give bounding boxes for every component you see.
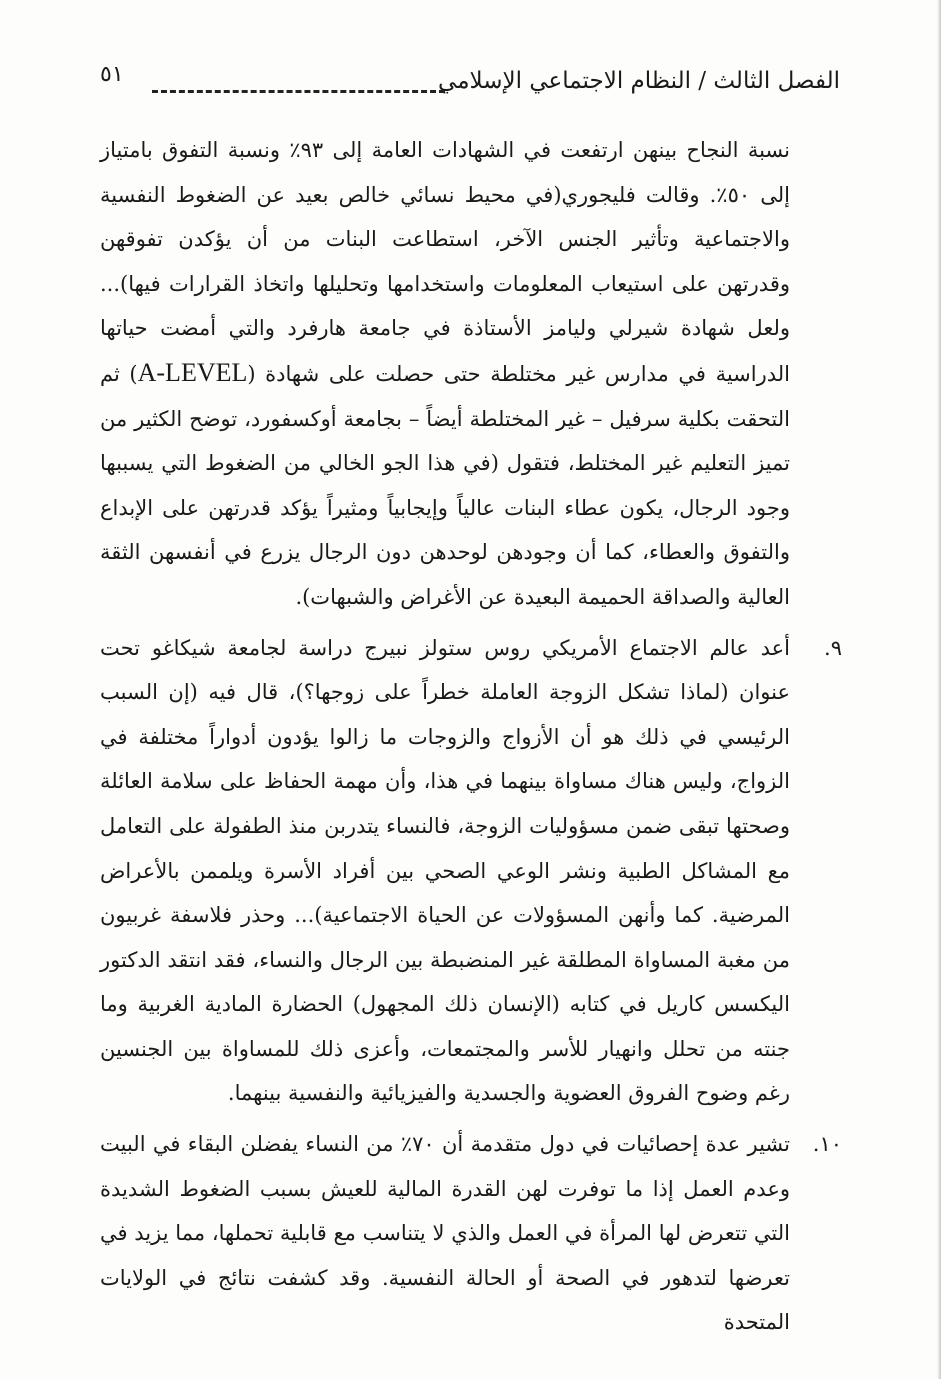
paragraph-text-part-2: ) ثم التحقت بكلية سرفيل – غير المختلطة أيضاً – بجامعة أوكسفورد، توضح الكثير من تميز التعليم غير المختلط، فتقول (في هذا الجو الخالي من الضغوط التي يسببها وجود الرجال، يكون عطاء البنات عالياً وإيجابياً ومثيراً يؤكد قدرتهن على الإبداع والتفوق والعطاء، كما أن وجودهن لوحدهن دون الرجال يزرع في أنفسهن الثقة العالية والصداقة الحميمة البعيدة عن الأغراض والشبهات). (100, 361, 790, 609)
running-title: الفصل الثالث / النظام الاجتماعي الإسلامي (438, 68, 840, 94)
note-9-number: ٩. (824, 635, 842, 660)
paragraph-text-part-1: نسبة النجاح بينهن ارتفعت في الشهادات العامة إلى ٩٣٪ ونسبة التفوق بامتياز إلى ٥٠٪. وقالت فليجوري(في محيط نسائي خالص بعيد عن الضغوط النفسية والاجتماعية وتأثير الجنس الآخر، استطاعت البنات من أن يؤكدن تفوقهن وقدرتهن على استيعاب المعلومات واستخدامها وتحليلها واتخاذ القرارات فيها)... ولعل شهادة شيرلي وليامز الأستاذة في جامعة هارفرد والتي أمضت حياتها الدراسية في مدارس غير مختلطة حتى حصلت على شهادة ( (100, 138, 790, 386)
scan-edge-shadow (937, 0, 941, 1379)
page-header (100, 62, 840, 106)
note-10-text: تشير عدة إحصائيات في دول متقدمة أن ٧٠٪ من النساء يفضلن البقاء في البيت وعدم العمل إذا ما توفرت لهن القدرة المالية للعيش بسبب الضغوط الشديدة التي تتعرض لها المرأة في العمل والذي لا يتناسب مع قابلية تحملها، مما يزيد في تعرضها لتدهور في الصحة أو الحالة النفسية. وقد كشفت نتائج في الولايات المتحدة (100, 1132, 790, 1335)
page-number: ٥١ (100, 62, 124, 87)
note-10-number: ١٠. (812, 1132, 842, 1157)
body-text (100, 128, 842, 1345)
note-9 (100, 626, 842, 1117)
paragraph-continuation (100, 128, 790, 620)
latin-term: A-LEVEL (137, 357, 248, 387)
note-9-text: أعد عالم الاجتماع الأمريكي روس ستولز نبيرج دراسة لجامعة شيكاغو تحت عنوان (لماذا تشكل الزوجة العاملة خطراً على زوجها؟)، قال فيه (إن السبب الرئيسي في ذلك هو أن الأزواج والزوجات ما زالوا يؤدون أدواراً مختلفة في الزواج، وليس هناك مساواة بينهما في هذا، وأن مهمة الحفاظ على سلامة العائلة وصحتها تبقى ضمن مسؤوليات الزوجة، فالنساء يتدربن منذ الطفولة على التعامل مع المشاكل الطبية ونشر الوعي الصحي بين أفراد الأسرة ويلممن بالأعراض المرضية. كما وأنهن المسؤولات عن الحياة الاجتماعية)... وحذر فلاسفة غربيون من مغبة المساواة المطلقة غير المنضبطة بين الرجال والنساء، فقد انتقد الدكتور اليكسس كاريل في كتابه (الإنسان ذلك المجهول) الحضارة المادية الغربية وما جنته من تحلل وانهيار للأسر والمجتمعات، وأعزى ذلك للمساواة بين الجنسين رغم وضوح الفروق العضوية والجسدية والفيزيائية والنفسية بينهما. (100, 635, 790, 1106)
note-10 (100, 1122, 842, 1345)
header-dashed-rule (152, 90, 445, 93)
